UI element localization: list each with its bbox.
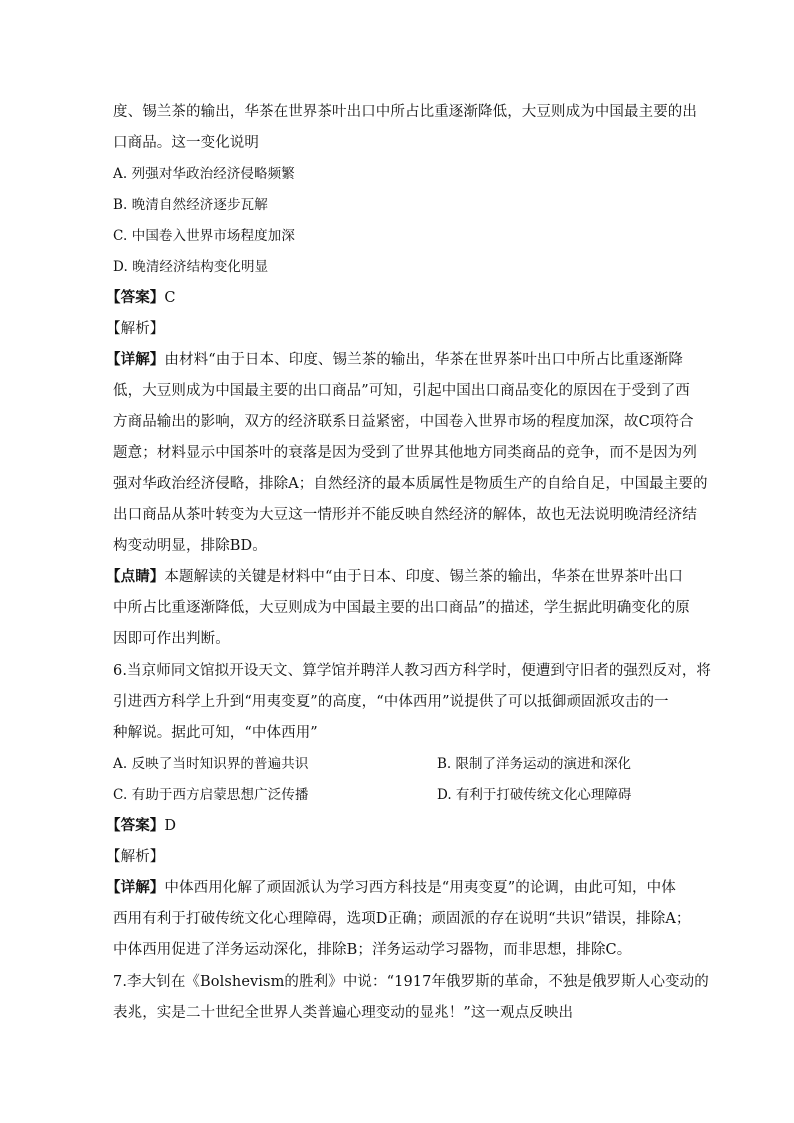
q6-detail-line: 中体西用促进了洋务运动深化，排除B；洋务运动学习器物，而非思想，排除C。: [113, 942, 632, 958]
q5-detail-line: 出口商品从茶叶转变为大豆这一情形并不能反映自然经济的解体，故也无法说明晚清经济结: [113, 507, 697, 523]
point-tag: 【点睛】: [106, 568, 165, 585]
q5-option-b: B. 晚清自然经济逐步瓦解: [113, 197, 268, 213]
q6-stem-line: 6.当京师同文馆拟开设天文、算学馆并聘洋人教习西方科学时，便遭到守旧者的强烈反对，将: [113, 663, 712, 679]
q7-stem-line: 7.李大钊在《Bolshevism的胜利》中说：“1917年俄罗斯的革命，不独是俄罗斯人心变动的: [113, 974, 709, 990]
detail-tag: 【详解】: [106, 879, 165, 896]
q5-stem-line: 度、锡兰茶的输出，华茶在世界茶叶出口中所占比重逐渐降低，大豆则成为中国最主要的出: [113, 104, 697, 120]
q6-detail-line: 西用有利于打破传统文化心理障碍，选项D正确；顽固派的存在说明“共识”错误，排除A；: [113, 911, 691, 927]
answer-value: D: [164, 818, 177, 834]
q5-detail-line: 低，大豆则成为中国最主要的出口商品”可知，引起中国出口商品变化的原因在于受到了西: [113, 383, 690, 399]
q5-stem-line: 口商品。这一变化说明: [113, 135, 259, 151]
q5-detail-line: 构变动明显，排除BD。: [113, 538, 267, 554]
point-text: 本题解读的关键是材料中“由于日本、印度、锡兰茶的输出，华茶在世界茶叶出口: [164, 569, 683, 585]
answer-value: C: [164, 290, 176, 306]
detail-tag: 【详解】: [106, 351, 165, 368]
q5-detail-line: [106, 350, 690, 370]
q6-option-a: A. 反映了当时知识界的普遍共识: [113, 756, 309, 772]
q5-detail-line: 强对华政治经济侵略，排除A；自然经济的最本质属性是物质生产的自给自足，中国最主要的: [113, 476, 708, 492]
q6-answer: [106, 816, 690, 836]
q5-detail-line: 方商品输出的影响，双方的经济联系日益紧密，中国卷入世界市场的程度加深，故C项符合: [113, 414, 694, 430]
q6-option-b: B. 限制了洋务运动的演进和深化: [437, 756, 632, 772]
detail-text: 由材料“由于日本、印度、锡兰茶的输出，华茶在世界茶叶出口中所占比重逐渐降: [164, 352, 683, 368]
q7-stem-line: 表兆，实是二十世纪全世界人类普遍心理变动的显兆！”这一观点反映出: [113, 1005, 574, 1021]
q6-option-d: D. 有利于打破传统文化心理障碍: [437, 787, 632, 803]
q5-option-d: D. 晚清经济结构变化明显: [113, 259, 269, 275]
q5-option-a: A. 列强对华政治经济侵略频繁: [113, 166, 295, 182]
q5-point-line: 因即可作出判断。: [113, 631, 230, 647]
q5-detail-line: 题意；材料显示中国茶叶的衰落是因为受到了世界其他地方同类商品的竞争，而不是因为列: [113, 445, 697, 461]
q5-analysis-tag: 【解析】: [106, 321, 165, 337]
q6-analysis-tag: 【解析】: [106, 849, 165, 865]
q5-point-line: [106, 567, 690, 587]
answer-tag: 【答案】: [106, 289, 165, 306]
q5-answer: [106, 288, 690, 308]
detail-text: 中体西用化解了顽固派认为学习西方科技是“用夷变夏”的论调，由此可知，中体: [164, 880, 676, 896]
q6-option-c: C. 有助于西方启蒙思想广泛传播: [113, 787, 309, 803]
answer-tag: 【答案】: [106, 817, 165, 834]
q6-detail-line: [106, 878, 690, 898]
q5-option-c: C. 中国卷入世界市场程度加深: [113, 228, 295, 244]
q6-stem-line: 引进西方科学上升到“用夷变夏”的高度，“中体西用”说提供了可以抵御顽固派攻击的一: [113, 694, 669, 710]
q5-point-line: 中所占比重逐渐降低，大豆则成为中国最主要的出口商品”的描述，学生据此明确变化的原: [113, 600, 690, 616]
q6-stem-line: 种解说。据此可知，“中体西用”: [113, 725, 318, 741]
